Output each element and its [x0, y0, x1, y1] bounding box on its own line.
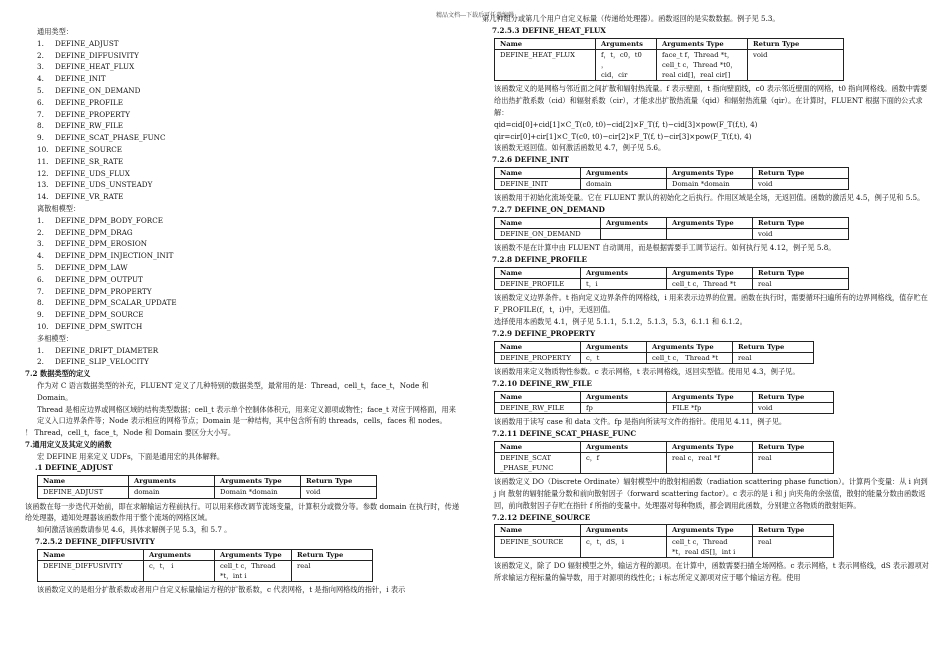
continued-para: 第几种组分或第几个用户自定义标量（传递给处理器）。函数返回的是实数数据。例子见 5.3。: [482, 14, 780, 23]
define-on-demand-title: 7.2.7 DEFINE_ON_DEMAND: [492, 205, 605, 215]
col-header-name: Name: [495, 167, 581, 178]
col-header-name: Name: [38, 549, 144, 560]
list-number: 2.: [37, 50, 44, 60]
cell-arguments: c，t， i: [144, 561, 215, 582]
define-scat-phase-func-para: 该函数定义 DO（Discrete Ordinate）辐射模型中的散射相函数（radiation scattering phase function）。计算两个变量：从 i 向到 j 向 散射的辐射能量分数和前向散射因子（forward scattering factor）。c 表示的是 i 和 j 向夹角的余弦值，散射的能量分数由函数返回，前向散射因子存贮在指针 f 所指的变量中。处理器对每种物质，都会调用此函数，分别建立各物质的散射矩阵。: [494, 477, 928, 510]
list-item-text: DEFINE_RW_FILE: [55, 121, 124, 131]
define-on-demand-para: 该函数不是在计算中由 FLUENT 自动调用，而是根据需要手工调节运行。如何执行见 4.12，例子见 5.8。: [494, 243, 836, 253]
list-item-text: DEFINE_SLIP_VELOCITY: [55, 357, 149, 367]
col-header-return-type: Return Type: [753, 267, 849, 278]
list-item-text: DEFINE_INIT: [55, 74, 106, 84]
general-type-item: [25, 50, 463, 62]
list-number: 13.: [37, 180, 49, 190]
general-types-list: [25, 38, 463, 203]
left-column: [25, 26, 463, 596]
table-row: [495, 49, 844, 81]
cell-arguments-type: [215, 561, 292, 582]
col-header-return-type: Return Type: [733, 341, 814, 352]
cell-return-type: void: [753, 179, 849, 190]
list-number: 12.: [37, 168, 49, 178]
cell-arguments: c，t，dS，i: [581, 536, 667, 557]
cell-return-type: void: [753, 229, 849, 240]
col-header-name: Name: [495, 267, 581, 278]
cell-arguments: c，t: [581, 352, 647, 363]
section-7-2-note: ！ Thread，cell_t，face_t，Node 和 Domain 要区分大小写。: [25, 428, 236, 438]
define-adjust-title: .1 DEFINE_ADJUST: [35, 463, 113, 473]
cell-return-type: void: [748, 49, 844, 81]
col-header-arguments-type: Arguments Type: [647, 341, 733, 352]
col-header-name: Name: [495, 391, 581, 402]
discrete-types-label: 离散相模型：: [37, 203, 81, 213]
table-row: [495, 402, 834, 413]
col-header-name: Name: [495, 441, 581, 452]
cell-name: DEFINE_PROPERTY: [495, 352, 581, 363]
define-heat-flux-para-2: 该函数无返回值。如何激活函数见 4.7，例子见 5.6。: [494, 143, 666, 153]
page-header: 精品文档---下载后可任意编辑: [435, 12, 515, 19]
col-header-name: Name: [38, 476, 129, 487]
define-diffusivity-para: 该函数定义的是组分扩散系数或者用户自定义标量输运方程的扩散系数，c 代表网格，t 是指向网格线的指针，i 表示: [37, 585, 406, 595]
define-scat-phase-func-title: 7.2.11 DEFINE_SCAT_PHASE_FUNC: [492, 428, 637, 438]
cell-arguments: c，f: [581, 452, 667, 473]
list-item-text: DEFINE_ADJUST: [55, 38, 119, 48]
cell-arguments: fp: [581, 402, 667, 413]
discrete-type-item: [25, 309, 463, 321]
list-item-text: DEFINE_DPM_DRAG: [55, 227, 133, 237]
col-header-arguments-type: Arguments Type: [215, 476, 301, 487]
col-header-arguments-type: Arguments Type: [667, 267, 753, 278]
list-item-text: DEFINE_HEAT_FLUX: [55, 62, 135, 72]
list-item-text: DEFINE_DPM_INJECTION_INIT: [55, 251, 174, 261]
list-number: 6.: [37, 274, 44, 284]
col-header-return-type: Return Type: [753, 525, 834, 536]
col-header-name: Name: [495, 341, 581, 352]
general-types-label: 通用类型：: [37, 27, 73, 36]
col-header-name: Name: [495, 38, 596, 49]
define-init-para: 该函数用于初始化流场变量。它在 FLUENT 默认的初始化之后执行。作用区域是全场，无返回值。函数的激活见 4.5，例子见和 5.5。: [494, 193, 925, 203]
define-adjust-para-2: 如何激活该函数请参见 4.6，具体求解例子见 5.3，和 5.7 。: [37, 525, 232, 535]
cell-arguments-type: [657, 49, 748, 81]
list-number: 1.: [37, 345, 44, 355]
list-number: 2.: [37, 357, 44, 367]
list-item-text: DEFINE_DIFFUSIVITY: [55, 50, 139, 60]
define-profile-para-2: 选择使用本函数见 4.1，例子见 5.1.1，5.1.2，5.1.3，5.3，6.1.1 和 6.1.2。: [494, 316, 747, 326]
cell-arguments: domain: [581, 179, 667, 190]
list-number: 9.: [37, 133, 44, 143]
list-item-text: DEFINE_PROPERTY: [55, 109, 131, 119]
define-heat-flux-para-1: 该函数定义的是网格与邻近面之间扩散和辐射热流量。f 表示壁面，t 指向壁面线，c0 表示邻近壁面的网格，t0 指向网格线。函数中需要给出热扩散系数（cid）和辐射系数（cir），才能求出扩散热流量（qid）和辐射热流量（qir）。在计算时，FLUENT 根据下面的公式求解：: [494, 84, 928, 117]
general-type-item: [25, 168, 463, 180]
define-init-title: 7.2.6 DEFINE_INIT: [492, 155, 569, 165]
list-item-text: DEFINE_SOURCE: [55, 144, 122, 154]
general-type-item: [25, 61, 463, 73]
col-header-name: Name: [495, 525, 581, 536]
list-item-text: DEFINE_UDS_FLUX: [55, 168, 130, 178]
multiphase-type-item: [25, 345, 463, 357]
col-header-arguments: Arguments: [581, 341, 647, 352]
right-column: [482, 14, 930, 584]
cell-name: DEFINE_PROFILE: [495, 279, 581, 290]
list-number: 14.: [37, 192, 49, 202]
cell-line: cell_t c，Thread: [672, 537, 728, 546]
general-type-item: [25, 38, 463, 50]
list-number: 9.: [37, 310, 44, 320]
cell-arguments-type: [667, 229, 753, 240]
list-number: 7.: [37, 109, 44, 119]
discrete-type-item: [25, 274, 463, 286]
define-rw-file-title: 7.2.10 DEFINE_RW_FILE: [492, 378, 592, 388]
col-header-arguments-type: Arguments Type: [215, 549, 292, 560]
col-header-return-type: Return Type: [292, 549, 373, 560]
list-number: 5.: [37, 85, 44, 95]
cell-return-type: real: [753, 279, 849, 290]
col-header-arguments: Arguments: [601, 217, 667, 228]
define-scat-phase-func-table: [494, 441, 834, 475]
col-header-arguments: Arguments: [581, 441, 667, 452]
col-header-arguments: Arguments: [581, 167, 667, 178]
table-row: [495, 352, 814, 363]
list-item-text: DEFINE_VR_RATE: [55, 192, 124, 202]
col-header-arguments-type: Arguments Type: [667, 391, 753, 402]
col-header-return-type: Return Type: [301, 476, 377, 487]
cell-arguments: domain: [129, 487, 215, 498]
cell-line: ，: [601, 61, 608, 69]
list-number: 4.: [37, 251, 44, 261]
col-header-arguments-type: Arguments Type: [667, 217, 753, 228]
define-property-para: 该函数用来定义物质物性参数。c 表示网格，t 表示网格线，返回实型值。使用见 4.3，例子见。: [494, 366, 800, 376]
col-header-return-type: Return Type: [753, 217, 849, 228]
discrete-type-item: [25, 297, 463, 309]
general-type-item: [25, 73, 463, 85]
general-type-item: [25, 191, 463, 203]
list-item-text: DEFINE_DPM_BODY_FORCE: [55, 215, 163, 225]
general-type-item: [25, 132, 463, 144]
cell-line: *t，int i: [220, 572, 247, 581]
cell-line: _PHASE_FUNC: [500, 463, 554, 472]
list-number: 8.: [37, 121, 44, 131]
define-profile-title: 7.2.8 DEFINE_PROFILE: [492, 255, 587, 265]
list-item-text: DEFINE_DPM_SOURCE: [55, 310, 144, 320]
cell-return-type: real: [753, 536, 834, 557]
cell-return-type: real: [753, 452, 834, 473]
discrete-type-item: [25, 227, 463, 239]
cell-arguments: [601, 229, 667, 240]
section-7-3-title: 7.通用定义及其定义的函数: [25, 439, 112, 449]
col-header-arguments: Arguments: [581, 267, 667, 278]
define-profile-para-1: 该函数定义边界条件。t 指向定义边界条件的网格线，i 用来表示边界的位置。函数在执行时，需要循环扫遍所有的边界网格线，值存贮在 F_PROFILE(f，t，i)中，无返回值。: [494, 293, 928, 315]
list-item-text: DEFINE_DPM_PROPERTY: [55, 286, 152, 296]
discrete-type-item: [25, 321, 463, 333]
cell-name: DEFINE_ADJUST: [38, 487, 129, 498]
cell-arguments-type: FILE *fp: [667, 402, 753, 413]
general-type-item: [25, 85, 463, 97]
list-item-text: DEFINE_DPM_SCALAR_UPDATE: [55, 298, 177, 308]
list-item-text: DEFINE_ON_DEMAND: [55, 85, 141, 95]
col-header-arguments-type: Arguments Type: [657, 38, 748, 49]
cell-arguments: [596, 49, 657, 81]
cell-arguments-type: cell_t c，Thread *t: [667, 279, 753, 290]
table-row: [495, 536, 834, 557]
col-header-return-type: Return Type: [753, 391, 834, 402]
col-header-arguments-type: Arguments Type: [667, 525, 753, 536]
list-number: 6.: [37, 97, 44, 107]
list-number: 2.: [37, 227, 44, 237]
col-header-return-type: Return Type: [753, 167, 849, 178]
cell-line: real cid[]，real cir[]: [662, 71, 731, 80]
general-type-item: [25, 144, 463, 156]
cell-name: DEFINE_SOURCE: [495, 536, 581, 557]
formula-qir: qir=cir[0]+cir[1]×C_T(c0, t0)−cir[2]×F_T(f, t)−cir[3]×pow(F_T(f,t), 4): [494, 131, 752, 141]
discrete-type-item: [25, 250, 463, 262]
list-item-text: DEFINE_SCAT_PHASE_FUNC: [55, 133, 166, 143]
section-7-3-para: 宏 DEFINE 用来定义 UDFs，下面是通用宏的具体解释。: [37, 451, 225, 461]
cell-line: *t，real dS[]，int i: [672, 547, 736, 556]
cell-arguments-type: [667, 536, 753, 557]
define-source-para: 该函数定义，除了 DO 辐射模型之外，输运方程的源项。在计算中，函数需要扫描全场网格。c 表示网格，t 表示网格线，dS 表示源项对所求输运方程标量的偏导数，用于对源项的线性化；i 标志所定义源项对应于哪个输运方程。使用: [494, 560, 929, 582]
cell-name: DEFINE_INIT: [495, 179, 581, 190]
define-adjust-table: [37, 475, 377, 498]
multiphase-types-label: 多相模型：: [37, 333, 73, 343]
cell-line: f，t，c0，t0: [601, 50, 642, 59]
define-heat-flux-table: [494, 38, 844, 82]
col-header-arguments: Arguments: [596, 38, 657, 49]
general-type-item: [25, 109, 463, 121]
define-property-title: 7.2.9 DEFINE_PROPERTY: [492, 328, 596, 338]
cell-return-type: real: [733, 352, 814, 363]
define-profile-table: [494, 267, 849, 290]
section-7-2-title: 7.2 数据类型的定义: [25, 369, 91, 379]
list-item-text: DEFINE_DPM_OUTPUT: [55, 274, 143, 284]
col-header-return-type: Return Type: [753, 441, 834, 452]
general-type-item: [25, 179, 463, 191]
discrete-types-list: [25, 215, 463, 333]
cell-arguments-type: real c，real *f: [667, 452, 753, 473]
col-header-arguments: Arguments: [129, 476, 215, 487]
define-heat-flux-title: 7.2.5.3 DEFINE_HEAT_FLUX: [492, 25, 606, 35]
table-row: [38, 487, 377, 498]
cell-line: face_t f，Thread *t，: [662, 50, 734, 59]
cell-arguments-type: Domain *domain: [667, 179, 753, 190]
list-number: 1.: [37, 215, 44, 225]
define-source-table: [494, 524, 834, 558]
list-number: 11.: [37, 156, 49, 166]
list-number: 8.: [37, 298, 44, 308]
cell-line: cell_t c，Thread: [220, 562, 276, 571]
col-header-name: Name: [495, 217, 601, 228]
cell-name: DEFINE_HEAT_FLUX: [495, 49, 596, 81]
list-number: 1.: [37, 38, 44, 48]
define-adjust-para-1: 该函数在每一步迭代开始前，即在求解输运方程前执行。可以用来修改调节流场变量，计算积分或微分等。参数 domain 在执行时，传递给处理器，通知处理器该函数作用于整个流场的网格区域。: [25, 501, 460, 523]
list-item-text: DEFINE_DRIFT_DIAMETER: [55, 345, 159, 355]
list-number: 4.: [37, 74, 44, 84]
list-item-text: DEFINE_DPM_EROSION: [55, 239, 148, 249]
cell-return-type: real: [292, 561, 373, 582]
list-number: 10.: [37, 321, 49, 331]
cell-return-type: void: [753, 402, 834, 413]
define-property-table: [494, 341, 814, 364]
define-source-title: 7.2.12 DEFINE_SOURCE: [492, 512, 591, 522]
col-header-return-type: Return Type: [748, 38, 844, 49]
list-number: 5.: [37, 262, 44, 272]
cell-arguments: t，i: [581, 279, 667, 290]
cell-line: cid，cir: [601, 71, 628, 80]
discrete-type-item: [25, 238, 463, 250]
col-header-arguments-type: Arguments Type: [667, 441, 753, 452]
cell-name: DEFINE_ON_DEMAND: [495, 229, 601, 240]
cell-name: [495, 452, 581, 473]
cell-return-type: void: [301, 487, 377, 498]
list-item-text: DEFINE_DPM_SWITCH: [55, 321, 143, 331]
list-item-text: DEFINE_DPM_LAW: [55, 262, 128, 272]
cell-name: DEFINE_DIFFUSIVITY: [38, 561, 144, 582]
table-row: [38, 561, 373, 582]
define-diffusivity-title: 7.2.5.2 DEFINE_DIFFUSIVITY: [35, 537, 155, 547]
define-init-table: [494, 167, 849, 190]
list-item-text: DEFINE_UDS_UNSTEADY: [55, 180, 153, 190]
formula-qid: qid=cid[0]+cid[1]×C_T(c0, t0)−cid[2]×F_T(f, t)−cid[3]×pow(F_T(f,t), 4): [494, 119, 758, 129]
list-number: 3.: [37, 62, 44, 72]
col-header-arguments: Arguments: [581, 391, 667, 402]
define-diffusivity-table: [37, 549, 373, 583]
define-on-demand-table: [494, 217, 849, 240]
col-header-arguments: Arguments: [581, 525, 667, 536]
discrete-type-item: [25, 286, 463, 298]
list-item-text: DEFINE_SR_RATE: [55, 156, 124, 166]
multiphase-type-item: [25, 356, 463, 368]
list-number: 3.: [37, 239, 44, 249]
table-row: [495, 279, 849, 290]
col-header-arguments-type: Arguments Type: [667, 167, 753, 178]
table-row: [495, 452, 834, 473]
section-7-2-para-1: 作为对 C 语言数据类型的补充，FLUENT 定义了几种特别的数据类型，最常用的是：Thread，cell_t，face_t，Node 和 Domain。: [37, 380, 429, 402]
section-7-2-para-2: Thread 是相应边界或网格区域的结构类型数据；cell_t 表示单个控制体体积元，用来定义源项或物性；face_t 对应于网格面，用来定义入口边界条件等；Node 表示相应的网格节点；Domain 是一种结构，其中包含所有的 threads，cells，faces 和 nodes。: [37, 404, 456, 426]
col-header-arguments: Arguments: [144, 549, 215, 560]
define-rw-file-para: 该函数用于读写 case 和 data 文件。fp 是指向所读写文件的指针。使用见 4.11，例子见。: [494, 416, 787, 426]
list-number: 7.: [37, 286, 44, 296]
list-number: 10.: [37, 144, 49, 154]
cell-arguments-type: cell_t c， Thread *t: [647, 352, 733, 363]
discrete-type-item: [25, 262, 463, 274]
cell-line: DEFINE_SCAT: [500, 453, 552, 462]
cell-arguments-type: Domain *domain: [215, 487, 301, 498]
list-item-text: DEFINE_PROFILE: [55, 97, 123, 107]
define-rw-file-table: [494, 391, 834, 414]
table-row: [495, 229, 849, 240]
cell-name: DEFINE_RW_FILE: [495, 402, 581, 413]
multiphase-types-list: [25, 345, 463, 369]
general-type-item: [25, 156, 463, 168]
cell-line: cell_t c，Thread *t0，: [662, 61, 738, 69]
table-row: [495, 179, 849, 190]
general-type-item: [25, 97, 463, 109]
discrete-type-item: [25, 215, 463, 227]
general-type-item: [25, 120, 463, 132]
